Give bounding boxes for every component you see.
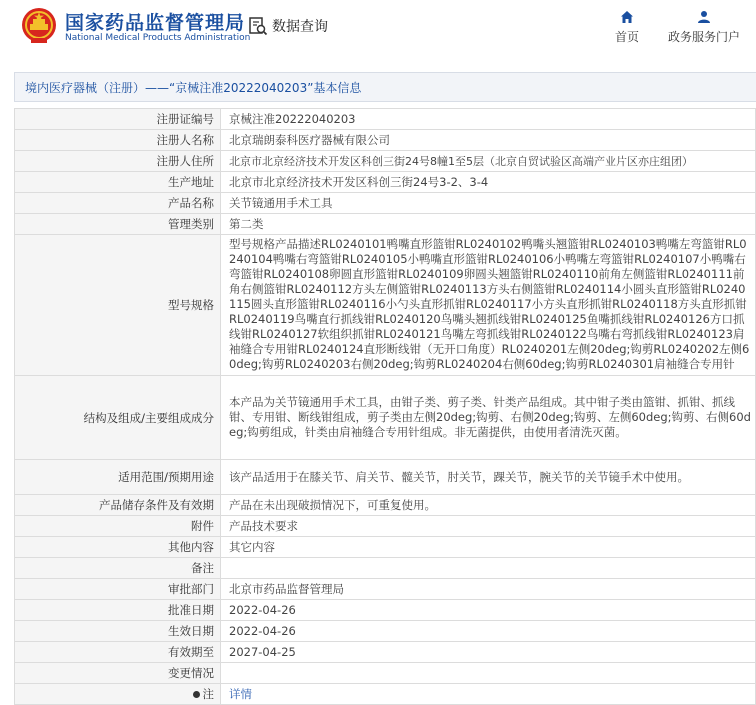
field-label: 审批部门 <box>15 579 221 600</box>
field-value: 型号规格产品描述RL0240101鸭嘴直形篮钳RL0240102鸭嘴头翘篮钳RL0240103鸭嘴左弯篮钳RL0240104鸭嘴右弯篮钳RL0240105小鸭嘴直形篮钳RL0240106小鸭嘴左弯篮钳RL0240107小鸭嘴右弯篮钳RL0240108卵圆直形篮钳RL0240109卵圆头翘篮钳RL0240110前角左侧篮钳RL0240111前角右侧篮钳RL0240112方头左侧篮钳RL0240113方头右侧篮钳RL0240114小圆头直形篮钳RL0240115圆头直形篮钳RL0240116小勺头直形抓钳RL0240117小方头直形抓钳RL0240118方头直形抓钳RL0240119鸟嘴直行抓线钳RL0240120鸟嘴头翘抓线钳RL0240125鱼嘴抓线钳RL0240126方口抓线钳RL0240127软组织抓钳RL0240121鸟嘴左弯抓线钳RL0240122鸟嘴右弯抓线钳RL0240123肩袖缝合专用钳RL0240124直形断线钳（无开口角度）RL0240201左侧20deg;钩剪RL0240202左侧60deg;钩剪RL0240203右侧20deg;钩剪RL0240204右侧60deg;钩剪RL0240301肩袖缝合专用针 <box>221 235 756 376</box>
data-query-link[interactable] <box>248 15 328 37</box>
field-value: 北京市北京经济技术开发区科创三街24号8幢1至5层（北京自贸试验区高端产业片区亦庄组团） <box>221 151 756 172</box>
field-label: 注 <box>202 687 214 701</box>
field-label: 其他内容 <box>15 537 221 558</box>
site-header <box>0 0 756 58</box>
field-label: 管理类别 <box>15 214 221 235</box>
field-value-cell <box>221 684 756 705</box>
table-row <box>15 214 756 235</box>
registration-info-table <box>14 108 756 705</box>
field-value: 北京瑞朗泰科医疗器械有限公司 <box>221 130 756 151</box>
table-row <box>15 151 756 172</box>
table-row <box>15 558 756 579</box>
data-query-icon <box>248 16 268 36</box>
field-value: 2022-04-26 <box>221 600 756 621</box>
field-value: 产品技术要求 <box>221 516 756 537</box>
table-row <box>15 663 756 684</box>
field-label: 型号规格 <box>15 235 221 376</box>
table-row <box>15 109 756 130</box>
field-value: 第二类 <box>221 214 756 235</box>
table-row <box>15 193 756 214</box>
table-row <box>15 172 756 193</box>
field-label: 有效期至 <box>15 642 221 663</box>
field-label: 适用范围/预期用途 <box>15 460 221 495</box>
field-value: 其它内容 <box>221 537 756 558</box>
nav-service-portal-label: 政务服务门户 <box>667 30 740 44</box>
record-title: 境内医疗器械（注册）——“京械注准20222040203”基本信息 <box>25 80 362 95</box>
record-title-bar <box>14 72 756 102</box>
field-label: 变更情况 <box>15 663 221 684</box>
field-value: 产品在未出现破损情况下，可重复使用。 <box>221 495 756 516</box>
table-row <box>15 579 756 600</box>
note-label-cell <box>15 684 221 705</box>
field-label: 生效日期 <box>15 621 221 642</box>
field-value <box>221 663 756 684</box>
data-query-label: 数据查询 <box>272 19 328 35</box>
field-value: 北京市北京经济技术开发区科创三街24号3-2、3-4 <box>221 172 756 193</box>
table-row <box>15 460 756 495</box>
nav-service-portal[interactable] <box>664 10 744 50</box>
table-row <box>15 537 756 558</box>
nav-home[interactable] <box>612 10 642 50</box>
field-label: 注册人名称 <box>15 130 221 151</box>
table-row <box>15 235 756 376</box>
table-row <box>15 376 756 460</box>
national-emblem-icon <box>21 7 57 45</box>
field-label: 产品名称 <box>15 193 221 214</box>
field-label: 生产地址 <box>15 172 221 193</box>
field-label: 产品储存条件及有效期 <box>15 495 221 516</box>
field-label: 附件 <box>15 516 221 537</box>
field-value: 该产品适用于在膝关节、肩关节、髋关节，肘关节，踝关节，腕关节的关节镜手术中使用。 <box>221 460 756 495</box>
table-row <box>15 642 756 663</box>
user-icon <box>697 10 711 24</box>
table-row <box>15 130 756 151</box>
field-value: 关节镜通用手术工具 <box>221 193 756 214</box>
site-title-en: National Medical Products Administration <box>65 33 251 43</box>
field-value: 本产品为关节镜通用手术工具，由钳子类、剪子类、针类产品组成。其中钳子类由篮钳、抓钳、抓线钳、专用钳、断线钳组成，剪子类由左侧20deg;钩剪、右侧20deg;钩剪、左侧60deg;钩剪、右侧60deg;钩剪组成，针类由肩袖缝合专用针组成。非无菌提供，由使用者清洗灭菌。 <box>221 376 756 460</box>
field-label: 批准日期 <box>15 600 221 621</box>
field-label: 结构及组成/主要组成成分 <box>15 376 221 460</box>
field-label: 备注 <box>15 558 221 579</box>
table-row <box>15 516 756 537</box>
table-row <box>15 600 756 621</box>
table-row <box>15 621 756 642</box>
note-bullet-icon <box>193 691 200 698</box>
field-value: 北京市药品监督管理局 <box>221 579 756 600</box>
site-title-cn[interactable]: 国家药品监督管理局 <box>65 12 246 34</box>
field-value: 2027-04-25 <box>221 642 756 663</box>
field-value: 2022-04-26 <box>221 621 756 642</box>
nav-home-label: 首页 <box>614 30 639 44</box>
field-label: 注册人住所 <box>15 151 221 172</box>
home-icon <box>620 10 634 24</box>
table-row <box>15 684 756 705</box>
table-row <box>15 495 756 516</box>
field-label: 注册证编号 <box>15 109 221 130</box>
field-value: 京械注准20222040203 <box>221 109 756 130</box>
details-link[interactable]: 详情 <box>229 686 252 701</box>
field-value <box>221 558 756 579</box>
